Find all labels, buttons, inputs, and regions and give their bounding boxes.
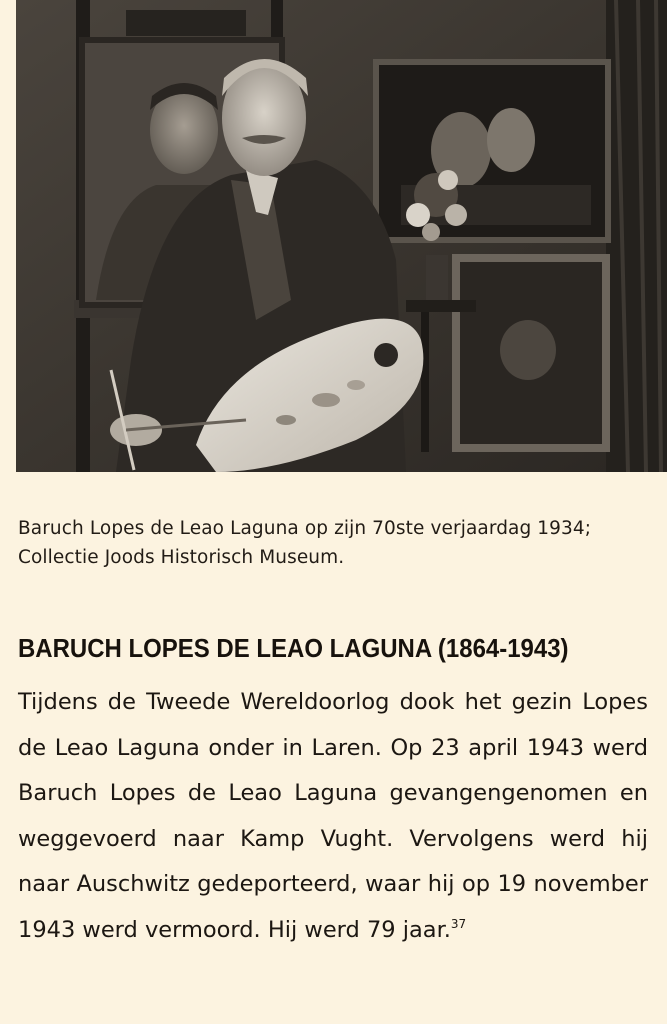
historical-photograph bbox=[16, 0, 667, 472]
article-heading: BARUCH LOPES DE LEAO LAGUNA (1864-1943) bbox=[18, 635, 569, 663]
photo-caption: Baruch Lopes de Leao Laguna op zijn 70ste verjaardag 1934; Collectie Joods Historisch Museum. bbox=[18, 518, 592, 568]
photo-illustration bbox=[16, 0, 667, 472]
footnote-marker: 37 bbox=[450, 916, 467, 931]
article-body bbox=[18, 680, 648, 953]
article-body-text: Tijdens de Tweede Wereldoorlog dook het gezin Lopes de Leao Laguna onder in Laren. Op 23 april 1943 werd Baruch Lopes de Leao Laguna gevangengenomen en weggevoerd naar Kamp Vught. Vervolgens werd hij naar Auschwitz gedeporteerd, waar hij op 19 november 1943 werd vermoord. Hij werd 79 jaar. bbox=[18, 689, 648, 943]
